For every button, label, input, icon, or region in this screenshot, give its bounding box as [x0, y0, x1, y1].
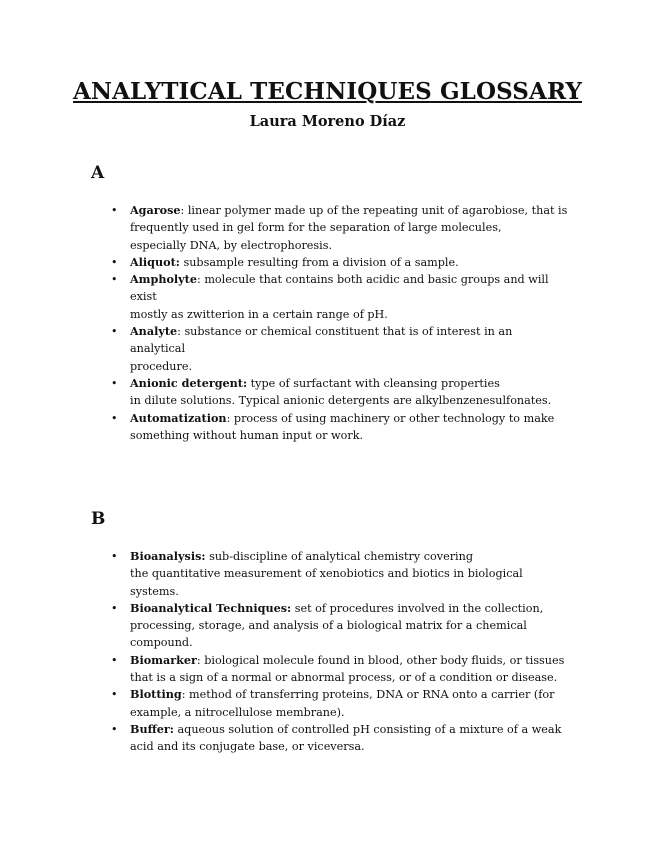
glossary-definition-line: mostly as zwitterion in a certain range of pH. [130, 307, 388, 321]
glossary-definition-line: subsample resulting from a division of a sample. [183, 255, 459, 269]
glossary-entry [130, 202, 570, 254]
glossary-entry [130, 323, 570, 375]
term-separator: : [180, 204, 188, 217]
glossary-definition-line: set of procedures involved in the collection, [294, 601, 544, 615]
term-separator: : [181, 688, 190, 702]
glossary-entry [130, 721, 570, 756]
glossary-term: Bioanalysis: [130, 549, 206, 563]
glossary-definition-line: compound. [130, 636, 193, 650]
term-separator: : [177, 325, 185, 339]
glossary-definition-line: process of using machinery or other technology to make [233, 411, 555, 425]
glossary-definition-line: aqueous solution of controlled pH consisting of a mixture of a weak [177, 722, 562, 736]
glossary-definition-line: processing, storage, and analysis of a biological matrix for a chemical [130, 619, 527, 633]
term-separator: : [196, 653, 205, 667]
glossary-entry [130, 600, 570, 652]
glossary-definition-line: in dilute solutions. Typical anionic detergents are alkylbenzenesulfonates. [130, 394, 552, 408]
section-a-list [130, 202, 570, 444]
glossary-term: Aliquot: [130, 254, 180, 269]
term-separator: : [226, 411, 234, 425]
glossary-entry [130, 548, 570, 600]
glossary-definition-line: procedure. [130, 359, 193, 373]
glossary-definition-line: molecule that contains both acidic and basic groups and will exist [130, 273, 549, 304]
glossary-definition-line: example, a nitrocellulose membrane). [130, 705, 345, 719]
glossary-definition-line: linear polymer made up of the repeating unit of agarobiose, that is [187, 204, 568, 217]
glossary-definition-line: that is a sign of a normal or abnormal process, or of a condition or disease. [130, 671, 558, 685]
document-author: Laura Moreno Díaz [249, 113, 406, 130]
glossary-definition-line: type of surfactant with cleansing properties [250, 376, 500, 390]
glossary-entry [130, 652, 570, 687]
glossary-entry [130, 375, 570, 410]
glossary-definition-line: especially DNA, by electrophoresis. [130, 238, 333, 252]
glossary-definition-line: the quantitative measurement of xenobiotics and biotics in biological systems. [130, 567, 523, 598]
section-letter-b: B [91, 509, 106, 529]
glossary-term: Agarose [130, 203, 181, 217]
glossary-definition-line: substance or chemical constituent that is of interest in an analytical [130, 325, 513, 356]
glossary-definition-line: something without human input or work. [130, 428, 364, 442]
glossary-term: Biomarker [130, 652, 197, 667]
glossary-term: Blotting [130, 687, 182, 702]
glossary-entry [130, 271, 570, 323]
section-b-list [130, 548, 570, 756]
glossary-term: Anionic detergent: [130, 375, 248, 390]
glossary-term: Buffer: [130, 721, 174, 736]
term-separator: : [196, 273, 205, 287]
document-title: ANALYTICAL TECHNIQUES GLOSSARY [73, 78, 582, 105]
glossary-term: Analyte [130, 324, 178, 339]
glossary-entry [130, 686, 570, 721]
glossary-entry [130, 254, 570, 271]
glossary-definition-line: method of transferring proteins, DNA or RNA onto a carrier (for [189, 688, 555, 702]
glossary-definition-line: biological molecule found in blood, other body fluids, or tissues [204, 653, 565, 667]
glossary-term: Automatization [130, 410, 227, 425]
glossary-term: Ampholyte [130, 272, 197, 287]
glossary-definition-line: acid and its conjugate base, or viceversa. [130, 740, 365, 754]
glossary-term: Bioanalytical Techniques: [130, 600, 292, 615]
glossary-entry [130, 410, 570, 445]
glossary-definition-line: sub-discipline of analytical chemistry covering [209, 550, 473, 563]
section-letter-a: A [91, 163, 105, 183]
glossary-definition-line: frequently used in gel form for the separation of large molecules, [130, 221, 502, 235]
